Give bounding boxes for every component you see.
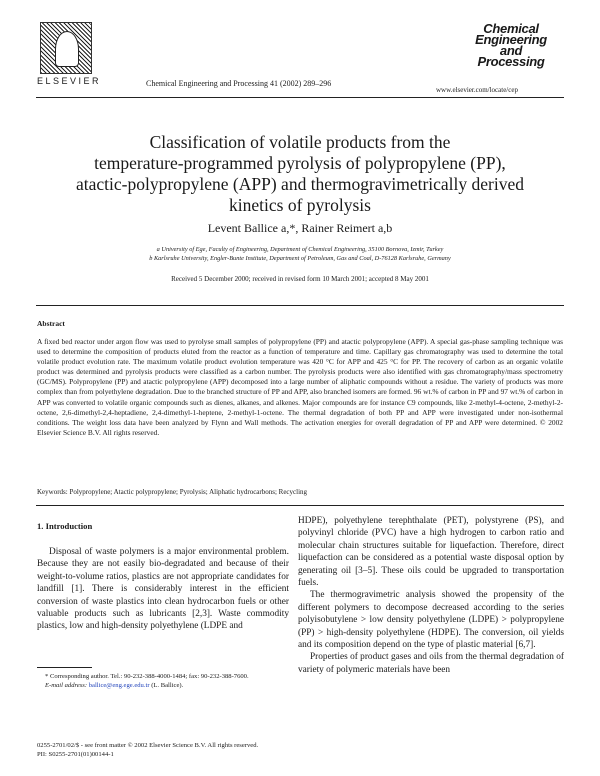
footnote-rule xyxy=(37,667,92,668)
title-line: Classification of volatile products from the xyxy=(149,132,451,152)
title-line: atactic-polypropylene (APP) and thermogravimetrically derived xyxy=(75,174,525,194)
body-paragraph: Properties of product gases and oils from the thermal degradation of variety of polymeric materials have been xyxy=(298,652,564,675)
affiliation-b: b Karlsruhe University, Engler-Bunte Institute, Department of Petroleum, Gas and Coal, D-76128 Karlsruhe, Germany xyxy=(149,255,451,262)
affiliation-a: a University of Ege, Faculty of Engineering, Department of Chemical Engineering, 35100 Bornova, Izmir, Turkey xyxy=(156,246,444,253)
footnote xyxy=(37,672,289,690)
title-line: temperature-programmed pyrolysis of polypropylene (PP), xyxy=(94,153,506,173)
corresponding-author-note: * Corresponding author. Tel.: 90-232-388-4000-1484; fax: 90-232-388-7600. xyxy=(45,673,249,680)
copyright-block xyxy=(37,741,258,759)
abstract-heading: Abstract xyxy=(37,319,65,328)
email-owner: (L. Ballice). xyxy=(151,682,184,689)
journal-url[interactable]: www.elsevier.com/locate/cep xyxy=(436,86,518,94)
right-column xyxy=(298,515,564,676)
email-label: E-mail address: xyxy=(45,682,88,689)
email-note xyxy=(37,681,289,690)
body-paragraph: Disposal of waste polymers is a major environmental problem. Because they are not easily bio-degradated and because of their weight-to-volume ratios, plastics are not appropriate candidates for landfill [1]. There is considerably interest in the efficient conversion of waste plastics into clean hydrocarbon fuels or other valuable products such as lubricants [2,3]. Waste commodity plastics, low and high-density polyethylene (LDPE and xyxy=(37,547,289,632)
header-rule xyxy=(36,97,564,98)
issn-line: 0255-2701/02/$ - see front matter © 2002 Elsevier Science B.V. All rights reserved. xyxy=(37,742,259,749)
abstract-text: A fixed bed reactor under argon flow was used to pyrolyse small samples of polypropylene (PP) and atactic polypropylene (APP). A special gas-phase sampling technique was used to determine the composition of products eluted from the reactor as a function of temperature and time. Capillary gas chromatography was used to determine the total volatile product evolution rate. The maximum volatile product evolution temperature was 420 °C for APP and 425 °C for PP. The recovery of carbon as an organic volatile product was determined and pyrolysis products were classified as a carbon number. The pyrolysis products were also identified with gas chromatography/mass spectrometry (GC/MS). Polypropylene (PP) and atactic polypropylene (APP) decomposed into a large number of aliphatic compounds without a residue. The variety of products was more complex than from polyethylene degradation. Due to the branched structure of PP and APP, also branched isomers are formed. 96 wt.% of carbon in PP and 97 wt.% of carbon in APP was converted to volatile organic compounds such as dienes, alkanes, and alkenes. Major compounds are for instance C9 compounds, like 2-methyl-4-octene, 2-methyl-2-octene, 2,6-dimethyl-2,4-heptadiene, 2,4-dimethyl-1-heptene, 2-methyl-1-octene. The thermal degradation of both PP and APP were investigated under non-isothermal conditions. The weight loss data have been analyzed by Flynn and Wall methods. The activation energies for overall degradation of PP and APP were determined. © 2002 Elsevier Science B.V. All rights reserved. xyxy=(37,337,563,437)
section-heading: 1. Introduction xyxy=(37,521,93,531)
pii-line: PII: S0255-2701(01)00144-1 xyxy=(37,751,114,758)
abstract-top-rule xyxy=(36,305,564,306)
journal-brand-logo xyxy=(458,23,564,67)
left-column xyxy=(37,546,289,633)
body-paragraph: HDPE), polyethylene terephthalate (PET), polystyrene (PS), and polyvinyl chloride (PVC) have a high hydrogen to carbon ratio and molecular chain structures suitable for liquefaction. Therefore, direct liquefaction can be considered as a potential waste disposal option by generating oil [3–5]. These oils could be upgraded to transportation fuels. xyxy=(298,516,564,589)
journal-citation: Chemical Engineering and Processing 41 (2002) 289–296 xyxy=(146,79,332,88)
publisher-name: ELSEVIER xyxy=(37,76,102,86)
body-paragraph: The thermogravimetric analysis showed the propensity of the different polymers to decompose decreased according to the series polyisobutylene > low density polyethylene (LDPE) > polypropylene (PP) > high-density polyethylene (HDPE). The conversion, oil yields and its composition depend on the type of plastic material [6,7]. xyxy=(298,590,564,651)
brand-line: Chemical xyxy=(483,21,539,36)
elsevier-tree-logo xyxy=(40,22,92,74)
email-link[interactable]: ballice@eng.ege.edu.tr xyxy=(88,682,150,689)
keywords: Keywords: Polypropylene; Atactic polypropylene; Pyrolysis; Aliphatic hydrocarbons; Recycling xyxy=(37,488,308,496)
brand-line: and xyxy=(499,43,523,58)
article-title xyxy=(70,132,530,216)
brand-line: Processing xyxy=(477,54,545,69)
brand-line: Engineering xyxy=(475,32,547,47)
title-line: kinetics of pyrolysis xyxy=(229,195,371,215)
abstract-bottom-rule xyxy=(36,505,564,506)
received-dates: Received 5 December 2000; received in revised form 10 March 2001; accepted 8 May 2001 xyxy=(171,275,429,283)
authors: Levent Ballice a,*, Rainer Reimert a,b xyxy=(207,221,393,235)
